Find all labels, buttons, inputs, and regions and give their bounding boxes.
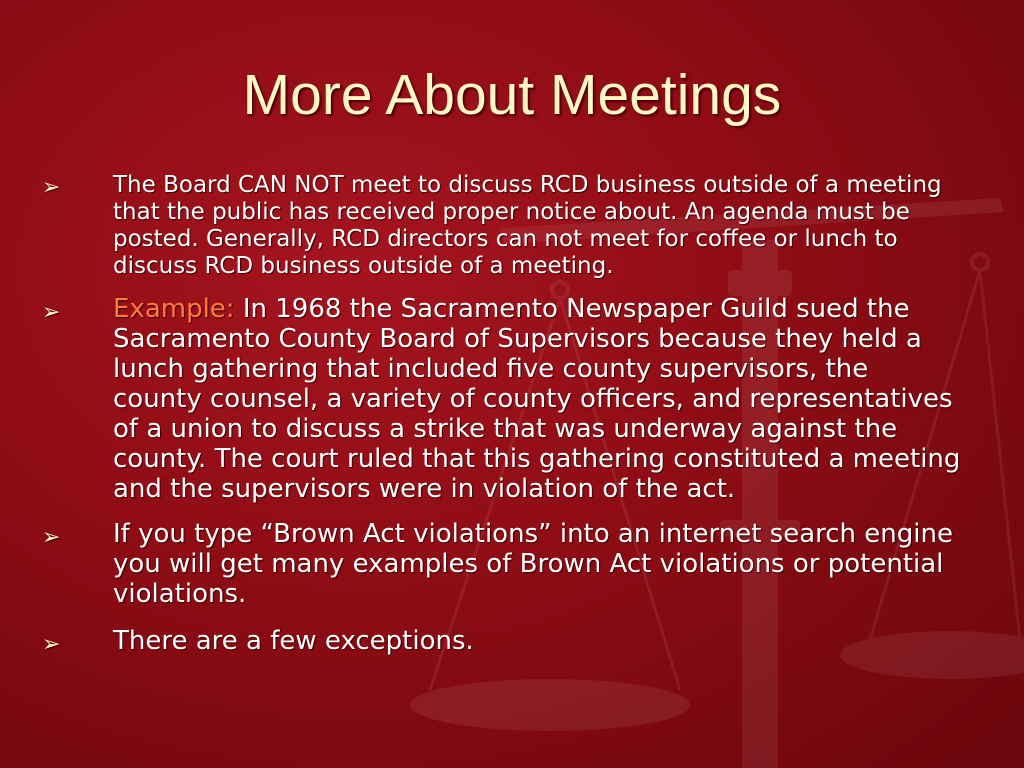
arrowhead-bullet-icon: ➢ bbox=[42, 632, 61, 657]
arrowhead-bullet-icon: ➢ bbox=[42, 300, 61, 325]
example-label: Example: bbox=[113, 294, 235, 324]
bullet-item bbox=[42, 519, 962, 609]
slide-title: More About Meetings bbox=[242, 63, 782, 127]
bullet-item bbox=[42, 172, 962, 280]
bullet-text: If you type “Brown Act violations” into an internet search engine you will get many examples of Brown Act violations or potential violations. bbox=[113, 519, 953, 609]
bullet-item bbox=[42, 294, 962, 504]
bullet-item bbox=[42, 626, 962, 656]
arrowhead-bullet-icon: ➢ bbox=[42, 175, 61, 200]
bullet-list bbox=[42, 172, 962, 656]
arrowhead-bullet-icon: ➢ bbox=[42, 525, 61, 550]
bullet-text: The Board CAN NOT meet to discuss RCD business outside of a meeting that the public has received proper notice about. An agenda must be posted. Generally, RCD directors can not meet for coffee or lunch to discuss RCD business outside of a meeting. bbox=[113, 172, 942, 279]
bullet-text: In 1968 the Sacramento Newspaper Guild sued the Sacramento County Board of Supervisors because they held a lunch gathering that included five county supervisors, the county counsel, a variety of county officers, and representatives of a union to discuss a strike that was underway against the county. The court ruled that this gathering constituted a meeting and the supervisors were in violation of the act. bbox=[113, 294, 961, 504]
bullet-text: There are a few exceptions. bbox=[113, 626, 474, 656]
